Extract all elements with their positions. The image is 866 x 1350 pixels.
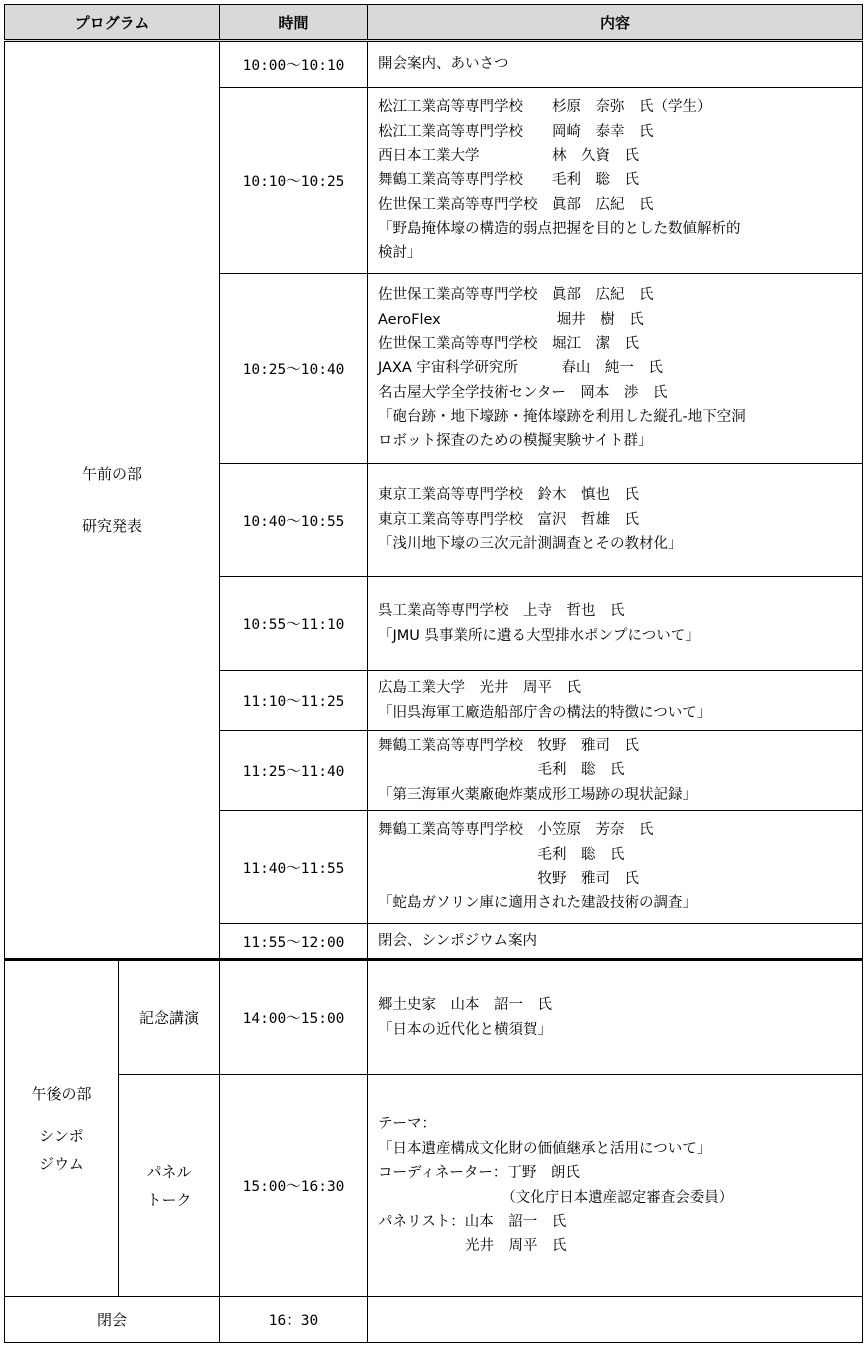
content-line: 名古屋大学全学技術センター 岡本 渉 氏 (378, 384, 668, 401)
content-line: 光井 周平 氏 (378, 1238, 567, 1255)
panel-row (5, 1075, 863, 1297)
session-time: 10:25～10:40 (220, 274, 368, 464)
session-content (368, 671, 863, 731)
content-line: パネリスト：山本 詔一 氏 (378, 1213, 567, 1230)
program-table (4, 4, 863, 1343)
content-line: 舞鶴工業高等専門学校 牧野 雅司 氏 (378, 737, 640, 754)
panel-time: 15:00～16:30 (220, 1075, 368, 1297)
session-content (368, 274, 863, 464)
closing-label: 閉会 (5, 1297, 220, 1343)
closing-row (5, 1297, 863, 1343)
session-time: 10:40～10:55 (220, 464, 368, 577)
session-time: 10:10～10:25 (220, 88, 368, 274)
morning-label-cell (5, 41, 220, 960)
session-time: 11:40～11:55 (220, 811, 368, 924)
content-line: 郷土史家 山本 詔一 氏 (378, 997, 553, 1014)
content-line: 「日本遺産構成文化財の価値継承と活用について」 (378, 1140, 712, 1157)
content-line: 舞鶴工業高等専門学校 毛利 聡 氏 (378, 172, 640, 189)
session-content (368, 811, 863, 924)
content-line: 松江工業高等専門学校 杉原 奈弥 氏（学生） (378, 99, 712, 116)
keynote-time: 14:00～15:00 (220, 960, 368, 1075)
afternoon-label-cell (5, 960, 119, 1297)
content-line: ロボット探査のための模擬実験サイト群」 (378, 433, 653, 450)
afternoon-sublabel-1: シンポ (39, 1126, 84, 1145)
content-line: 毛利 聡 氏 (378, 762, 625, 779)
header-content: 内容 (368, 5, 863, 41)
content-line: 広島工業大学 光井 周平 氏 (378, 680, 582, 697)
session-time: 11:10～11:25 (220, 671, 368, 731)
header-row (5, 5, 863, 41)
content-line: 「JMU 呉事業所に遺る大型排水ポンプについて」 (378, 627, 700, 644)
session-content (368, 924, 863, 960)
keynote-content (368, 960, 863, 1075)
content-line: テーマ： (378, 1116, 437, 1133)
content-line: 佐世保工業高等専門学校 眞部 広紀 氏 (378, 196, 654, 213)
content-line: 検討」 (378, 245, 422, 262)
session-content (368, 464, 863, 577)
panel-label-2: トーク (146, 1190, 192, 1209)
content-line: 「野島掩体壕の構造的弱点把握を目的とした数値解析的 (378, 221, 741, 238)
content-line: 「蛇島ガソリン庫に適用された建設技術の調査」 (378, 895, 698, 912)
content-line: 松江工業高等専門学校 岡崎 泰幸 氏 (378, 123, 654, 140)
content-line: 舞鶴工業高等専門学校 小笠原 芳奈 氏 (378, 822, 654, 839)
content-line: 西日本工業大学 林 久資 氏 (378, 147, 640, 164)
panel-label-cell (119, 1075, 220, 1297)
content-line: 佐世保工業高等専門学校 眞部 広紀 氏 (378, 287, 654, 304)
content-line: AeroFlex 堀井 樹 氏 (378, 311, 644, 328)
session-time: 11:55～12:00 (220, 924, 368, 960)
session-time: 11:25～11:40 (220, 731, 368, 811)
content-line: 「砲台跡・地下壕跡・掩体壕跡を利用した縦孔-地下空洞 (378, 409, 746, 426)
afternoon-sublabel-2: ジウム (39, 1154, 84, 1173)
panel-content (368, 1075, 863, 1297)
session-content (368, 577, 863, 671)
content-line: 牧野 雅司 氏 (378, 871, 640, 887)
content-line: 「旧呉海軍工廠造船部庁舎の構法的特徴について」 (378, 704, 712, 721)
morning-label: 午前の部 (82, 465, 143, 483)
keynote-label: 記念講演 (119, 960, 220, 1075)
content-line: コーディネーター：丁野 朗氏 (378, 1165, 580, 1182)
content-line: 閉会、シンポジウム案内 (378, 932, 538, 949)
panel-label-1: パネル (146, 1162, 192, 1181)
content-line: 毛利 聡 氏 (378, 846, 625, 863)
session-content (368, 88, 863, 274)
session-row (5, 41, 863, 88)
afternoon-label: 午後の部 (31, 1084, 92, 1103)
keynote-row (5, 960, 863, 1075)
content-line: 東京工業高等専門学校 富沢 哲雄 氏 (378, 511, 640, 528)
content-line: JAXA 宇宙科学研究所 春山 純一 氏 (378, 360, 663, 377)
session-content (368, 41, 863, 88)
morning-sublabel: 研究発表 (82, 517, 143, 535)
header-time: 時間 (220, 5, 368, 41)
content-line: 呉工業高等専門学校 上寺 哲也 氏 (378, 603, 625, 620)
session-time: 10:55～11:10 (220, 577, 368, 671)
content-line: 開会案内、あいさつ (378, 56, 509, 73)
header-program: プログラム (5, 5, 220, 41)
content-line: 東京工業高等専門学校 鈴木 慎也 氏 (378, 487, 640, 504)
content-line: （文化庁日本遺産認定審査会委員） (378, 1189, 734, 1206)
closing-content (368, 1297, 863, 1343)
session-content (368, 731, 863, 811)
closing-time: 16：30 (220, 1297, 368, 1343)
content-line: 「日本の近代化と横須賀」 (378, 1021, 553, 1038)
content-line: 佐世保工業高等専門学校 堀江 潔 氏 (378, 335, 640, 352)
content-line: 「第三海軍火薬廠砲炸薬成形工場跡の現状記録」 (378, 786, 698, 803)
session-time: 10:00～10:10 (220, 41, 368, 88)
content-line: 「浅川地下壕の三次元計測調査とその教材化」 (378, 536, 683, 553)
